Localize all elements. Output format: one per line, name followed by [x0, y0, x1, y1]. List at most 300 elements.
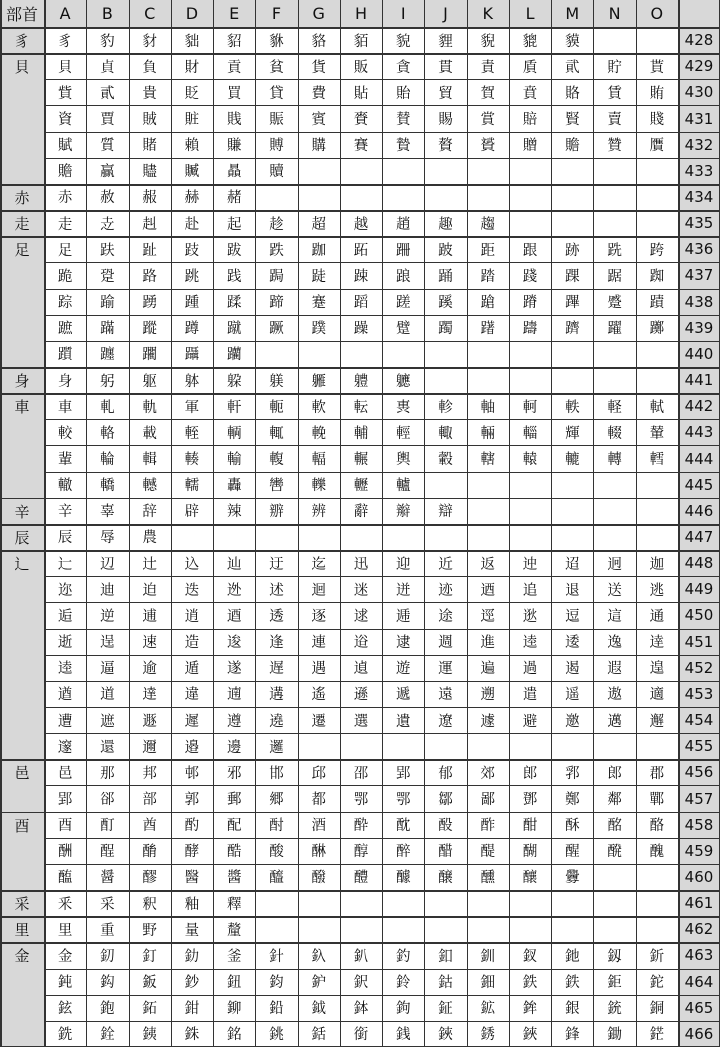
- kanji-cell: 銅: [649, 1001, 665, 1018]
- kanji-cell: 迄: [311, 556, 326, 573]
- kanji-cell: 貽: [396, 85, 411, 102]
- kanji-cell: 釵: [522, 948, 538, 965]
- kanji-cell: 遯: [142, 713, 157, 730]
- kanji-cell: 迴: [311, 582, 326, 599]
- group-divider: [0, 184, 720, 186]
- kanji-cell: 過: [522, 661, 538, 678]
- kanji-cell: 躾: [269, 373, 284, 390]
- kanji-cell: 輦: [649, 425, 665, 442]
- column-header: H: [340, 0, 382, 27]
- kanji-cell: 起: [226, 216, 242, 233]
- kanji-cell: 醫: [184, 870, 200, 887]
- kanji-cell: 退: [565, 582, 580, 599]
- kanji-cell: 鄰: [607, 792, 622, 809]
- kanji-cell: 銘: [226, 1027, 242, 1044]
- kanji-cell: 釞: [311, 948, 326, 965]
- kanji-cell: 遖: [226, 687, 242, 704]
- kanji-cell: 跖: [353, 242, 369, 259]
- kanji-cell: [382, 184, 424, 210]
- kanji-cell: 醪: [142, 870, 157, 887]
- kanji-cell: 賄: [649, 85, 665, 102]
- row-number: 456: [678, 759, 720, 785]
- kanji-cell: 躋: [565, 321, 580, 338]
- kanji-cell: 鉗: [184, 1001, 200, 1018]
- kanji-cell: 贖: [269, 164, 284, 181]
- kanji-cell: 跏: [311, 242, 326, 259]
- kanji-cell: 軅: [311, 373, 326, 390]
- kanji-cell: 遐: [607, 661, 622, 678]
- kanji-cell: 資: [57, 112, 73, 129]
- kanji-cell: 邪: [226, 765, 242, 782]
- kanji-cell: 走: [57, 216, 73, 233]
- kanji-cell: 醯: [269, 870, 284, 887]
- radical-label: 豸: [0, 27, 44, 53]
- kanji-cell: [171, 524, 213, 550]
- row-number: 459: [678, 838, 720, 864]
- kanji-cell: 豹: [100, 33, 115, 50]
- kanji-cell: [298, 158, 340, 184]
- kanji-cell: 逾: [142, 661, 157, 678]
- kanji-cell: 遘: [269, 687, 284, 704]
- kanji-cell: 貭: [522, 59, 538, 76]
- kanji-cell: 采: [100, 896, 115, 913]
- group-divider: [0, 210, 720, 212]
- kanji-cell: 賦: [57, 138, 73, 155]
- kanji-cell: 輛: [480, 425, 496, 442]
- kanji-cell: 逋: [142, 608, 157, 625]
- kanji-cell: 鈿: [480, 975, 496, 992]
- kanji-cell: 鋒: [565, 1027, 580, 1044]
- kanji-cell: 鈷: [438, 975, 453, 992]
- kanji-cell: 鉢: [353, 1001, 369, 1018]
- kanji-cell: [340, 524, 382, 550]
- kanji-cell: 蹕: [565, 295, 580, 312]
- kanji-cell: 鈕: [226, 975, 242, 992]
- kanji-cell: 軸: [480, 399, 496, 416]
- kanji-cell: [551, 733, 593, 759]
- kanji-cell: [424, 367, 466, 393]
- row-number: 434: [678, 184, 720, 210]
- kanji-cell: 跡: [565, 242, 580, 259]
- kanji-cell: [340, 916, 382, 942]
- kanji-cell: [551, 367, 593, 393]
- kanji-cell: 軛: [269, 399, 284, 416]
- kanji-cell: 釉: [184, 896, 200, 913]
- kanji-cell: [636, 158, 678, 184]
- kanji-cell: 轜: [184, 478, 200, 495]
- kanji-cell: 逓: [396, 608, 411, 625]
- kanji-cell: 遒: [57, 687, 73, 704]
- kanji-cell: 轎: [100, 478, 115, 495]
- kanji-cell: 醒: [565, 844, 580, 861]
- column-header: I: [382, 0, 424, 27]
- kanji-cell: 鉚: [226, 1001, 242, 1018]
- kanji-cell: 逢: [269, 635, 284, 652]
- kanji-cell: [551, 916, 593, 942]
- kanji-cell: 轗: [142, 478, 157, 495]
- kanji-cell: 遠: [438, 687, 453, 704]
- kanji-cell: 貳: [100, 85, 115, 102]
- kanji-cell: 轅: [522, 452, 538, 469]
- kanji-cell: 鄧: [522, 792, 538, 809]
- kanji-cell: [636, 472, 678, 498]
- radical-label: 辛: [0, 498, 44, 524]
- kanji-cell: 跟: [522, 242, 538, 259]
- kanji-cell: [509, 184, 551, 210]
- kanji-cell: 賤: [649, 112, 665, 129]
- kanji-cell: 鄂: [353, 792, 369, 809]
- kanji-cell: [593, 367, 635, 393]
- kanji-cell: 野: [142, 922, 157, 939]
- kanji-cell: 釛: [184, 948, 200, 965]
- kanji-cell: 逵: [522, 635, 538, 652]
- kanji-cell: 釦: [438, 948, 453, 965]
- left-border: [0, 0, 2, 1047]
- kanji-cell: 遑: [649, 661, 665, 678]
- kanji-cell: 逕: [480, 608, 496, 625]
- kanji-cell: 辭: [353, 504, 369, 521]
- kanji-cell: 郁: [438, 765, 453, 782]
- kanji-cell: 鈞: [269, 975, 284, 992]
- kanji-cell: 醸: [438, 870, 453, 887]
- kanji-cell: 逸: [607, 635, 622, 652]
- group-divider: [0, 812, 720, 814]
- kanji-cell: 貔: [522, 33, 538, 50]
- kanji-cell: [467, 890, 509, 916]
- kanji-cell: 逍: [184, 608, 200, 625]
- kanji-cell: 輜: [522, 425, 538, 442]
- kanji-cell: 迎: [396, 556, 411, 573]
- kanji-cell: 迯: [226, 582, 242, 599]
- group-divider: [0, 550, 720, 552]
- column-divider: [213, 0, 214, 1047]
- kanji-cell: 金: [57, 948, 73, 965]
- kanji-cell: [551, 498, 593, 524]
- kanji-cell: [298, 890, 340, 916]
- column-divider: [171, 0, 172, 1047]
- kanji-cell: 贔: [226, 164, 242, 181]
- kanji-cell: 都: [311, 792, 326, 809]
- kanji-cell: 軆: [353, 373, 369, 390]
- kanji-cell: 趺: [100, 242, 115, 259]
- kanji-cell: [593, 184, 635, 210]
- kanji-cell: [509, 890, 551, 916]
- kanji-cell: 身: [57, 373, 73, 390]
- kanji-cell: 邨: [184, 765, 200, 782]
- kanji-cell: 跳: [184, 268, 200, 285]
- kanji-cell: 邦: [142, 765, 157, 782]
- kanji-cell: 躪: [226, 347, 242, 364]
- kanji-cell: [424, 524, 466, 550]
- row-number: 458: [678, 812, 720, 838]
- kanji-cell: 鉄: [565, 975, 580, 992]
- kanji-cell: 醜: [649, 844, 665, 861]
- kanji-cell: 迪: [100, 582, 115, 599]
- row-number: 440: [678, 341, 720, 367]
- kanji-cell: 貲: [57, 85, 73, 102]
- kanji-cell: 轌: [649, 452, 665, 469]
- kanji-cell: 里: [57, 922, 73, 939]
- kanji-cell: 鄒: [438, 792, 453, 809]
- kanji-cell: 蹼: [311, 321, 326, 338]
- kanji-cell: 越: [353, 216, 369, 233]
- row-number: 455: [678, 733, 720, 759]
- kanji-cell: 辞: [142, 504, 157, 521]
- kanji-cell: 輸: [226, 452, 242, 469]
- kanji-cell: 那: [100, 765, 115, 782]
- kanji-cell: 貶: [184, 85, 200, 102]
- kanji-cell: 賎: [226, 112, 242, 129]
- kanji-cell: 輾: [353, 452, 369, 469]
- row-number: 444: [678, 445, 720, 471]
- kanji-cell: 跛: [438, 242, 453, 259]
- column-divider: [255, 0, 256, 1047]
- row-number: 443: [678, 419, 720, 445]
- kanji-cell: 貨: [311, 59, 326, 76]
- kanji-cell: 躓: [57, 347, 73, 364]
- kanji-cell: 踝: [565, 268, 580, 285]
- kanji-cell: 郎: [607, 765, 622, 782]
- kanji-cell: [551, 472, 593, 498]
- kanji-cell: [424, 341, 466, 367]
- kanji-cell: 遅: [269, 661, 284, 678]
- kanji-cell: 邯: [269, 765, 284, 782]
- kanji-cell: 遵: [226, 713, 242, 730]
- kanji-cell: 鈴: [396, 975, 411, 992]
- kanji-cell: 鉄: [522, 975, 538, 992]
- kanji-cell: 輻: [311, 452, 326, 469]
- kanji-cell: 邉: [184, 739, 200, 756]
- kanji-cell: [340, 733, 382, 759]
- radical-label: 辶: [0, 550, 44, 759]
- kanji-cell: 這: [607, 608, 622, 625]
- kanji-cell: 軍: [184, 399, 200, 416]
- kanji-cell: 輙: [438, 425, 453, 442]
- group-divider: [0, 236, 720, 238]
- kanji-cell: 郢: [396, 765, 411, 782]
- kanji-cell: [593, 472, 635, 498]
- kanji-cell: 透: [269, 608, 284, 625]
- kanji-cell: 躅: [438, 321, 453, 338]
- kanji-cell: 銓: [100, 1027, 115, 1044]
- kanji-cell: 贋: [649, 138, 665, 155]
- kanji-cell: 輟: [607, 425, 622, 442]
- kanji-cell: 醵: [396, 870, 411, 887]
- kanji-cell: [213, 524, 255, 550]
- kanji-cell: 量: [184, 922, 200, 939]
- kanji-cell: 鄙: [480, 792, 496, 809]
- kanji-cell: [467, 916, 509, 942]
- kanji-cell: 貿: [438, 85, 453, 102]
- kanji-cell: 釁: [565, 870, 580, 887]
- kanji-cell: 辛: [57, 504, 73, 521]
- kanji-cell: 鉱: [480, 1001, 496, 1018]
- kanji-cell: [551, 158, 593, 184]
- kanji-cell: [636, 367, 678, 393]
- kanji-cell: 逝: [57, 635, 73, 652]
- radical-label: 車: [0, 393, 44, 498]
- kanji-cell: [382, 733, 424, 759]
- kanji-cell: 蹄: [269, 295, 284, 312]
- kanji-cell: 跋: [226, 242, 242, 259]
- kanji-cell: 適: [649, 687, 665, 704]
- row-number: 439: [678, 315, 720, 341]
- kanji-cell: 蹲: [184, 321, 200, 338]
- kanji-cell: 酔: [353, 818, 369, 835]
- kanji-cell: 軒: [226, 399, 242, 416]
- kanji-cell: 贈: [522, 138, 538, 155]
- kanji-cell: 鋏: [438, 1027, 453, 1044]
- kanji-cell: 跂: [184, 242, 200, 259]
- column-divider: [382, 0, 383, 1047]
- radical-column-divider: [44, 0, 46, 1047]
- kanji-cell: 鉈: [649, 975, 665, 992]
- kanji-cell: 逑: [353, 608, 369, 625]
- kanji-cell: 贍: [57, 164, 73, 181]
- row-number: 438: [678, 289, 720, 315]
- kanji-cell: [636, 498, 678, 524]
- kanji-cell: 辱: [100, 530, 115, 547]
- kanji-cell: 込: [184, 556, 200, 573]
- kanji-cell: [340, 890, 382, 916]
- row-number: 463: [678, 942, 720, 968]
- kanji-cell: 跿: [311, 268, 326, 285]
- kanji-cell: [340, 341, 382, 367]
- kanji-cell: 酪: [649, 818, 665, 835]
- kanji-cell: 酋: [142, 818, 157, 835]
- kanji-cell: 醢: [57, 870, 73, 887]
- kanji-cell: 蹙: [607, 295, 622, 312]
- kanji-cell: 醬: [226, 870, 242, 887]
- kanji-cell: 趁: [269, 216, 284, 233]
- kanji-cell: 賭: [142, 138, 157, 155]
- radical-label: 采: [0, 890, 44, 916]
- kanji-cell: 蹟: [649, 295, 665, 312]
- kanji-cell: 鈔: [184, 975, 200, 992]
- kanji-cell: 販: [353, 59, 369, 76]
- kanji-cell: [255, 890, 297, 916]
- kanji-cell: 蹐: [522, 295, 538, 312]
- kanji-cell: 辮: [396, 504, 411, 521]
- kanji-cell: 軻: [522, 399, 538, 416]
- kanji-cell: 踐: [522, 268, 538, 285]
- kanji-cell: 賽: [353, 138, 369, 155]
- column-divider: [129, 0, 130, 1047]
- kanji-cell: [382, 890, 424, 916]
- column-divider: [340, 0, 341, 1047]
- kanji-cell: 酵: [184, 844, 200, 861]
- kanji-cell: [340, 158, 382, 184]
- kanji-cell: [593, 158, 635, 184]
- group-divider: [0, 498, 720, 500]
- column-header: D: [171, 0, 213, 27]
- kanji-cell: 賚: [353, 112, 369, 129]
- kanji-cell: 軼: [565, 399, 580, 416]
- kanji-cell: 郵: [226, 792, 242, 809]
- kanji-cell: 釈: [142, 896, 157, 913]
- kanji-cell: 釜: [226, 948, 242, 965]
- kanji-cell: 邃: [57, 739, 73, 756]
- kanji-cell: 踊: [438, 268, 453, 285]
- kanji-cell: 鈑: [142, 975, 157, 992]
- kanji-cell: 酷: [226, 844, 242, 861]
- kanji-cell: 邂: [649, 713, 665, 730]
- kanji-cell: 部: [142, 792, 157, 809]
- kanji-cell: 逞: [100, 635, 115, 652]
- kanji-cell: 銚: [269, 1027, 284, 1044]
- kanji-cell: [551, 210, 593, 236]
- kanji-cell: [593, 890, 635, 916]
- kanji-cell: 邏: [269, 739, 284, 756]
- group-divider: [0, 53, 720, 55]
- kanji-cell: 遭: [57, 713, 73, 730]
- kanji-cell: 遍: [480, 661, 496, 678]
- kanji-cell: 踵: [184, 295, 200, 312]
- kanji-cell: 邱: [311, 765, 326, 782]
- column-header: A: [44, 0, 86, 27]
- kanji-cell: 蹠: [57, 321, 73, 338]
- kanji-cell: 配: [226, 818, 242, 835]
- kanji-cell: 責: [480, 59, 496, 76]
- kanji-cell: 逗: [565, 608, 580, 625]
- kanji-cell: 輓: [311, 425, 326, 442]
- kanji-cell: 釐: [226, 922, 242, 939]
- kanji-cell: 酩: [607, 818, 622, 835]
- kanji-cell: 違: [184, 687, 200, 704]
- kanji-cell: 邇: [142, 739, 157, 756]
- header-radical-label: 部首: [0, 0, 44, 27]
- kanji-cell: 踞: [607, 268, 622, 285]
- kanji-cell: 輯: [142, 452, 157, 469]
- kanji-cell: 贓: [184, 164, 200, 181]
- kanji-cell: [255, 524, 297, 550]
- kanji-cell: [593, 916, 635, 942]
- kanji-cell: 酒: [311, 818, 326, 835]
- kanji-cell: 醱: [311, 870, 326, 887]
- kanji-cell: [636, 733, 678, 759]
- row-number: 448: [678, 550, 720, 576]
- radical-label: 貝: [0, 53, 44, 184]
- kanji-cell: 軋: [100, 399, 115, 416]
- kanji-cell: 醉: [396, 844, 411, 861]
- kanji-cell: [467, 472, 509, 498]
- kanji-cell: 蹣: [100, 321, 115, 338]
- kanji-cell: 貸: [269, 85, 284, 102]
- kanji-cell: 郎: [522, 765, 538, 782]
- kanji-cell: 貘: [565, 33, 580, 50]
- kanji-cell: 賑: [269, 112, 284, 129]
- kanji-cell: 躑: [649, 321, 665, 338]
- kanji-cell: 酣: [522, 818, 538, 835]
- kanji-cell: 趙: [396, 216, 411, 233]
- row-number: 453: [678, 681, 720, 707]
- kanji-cell: 辜: [100, 504, 115, 521]
- kanji-cell: [509, 498, 551, 524]
- group-divider: [0, 890, 720, 892]
- column-divider: [636, 0, 637, 1047]
- kanji-cell: 輝: [565, 425, 580, 442]
- kanji-cell: 跨: [649, 242, 665, 259]
- kanji-cell: 逶: [565, 635, 580, 652]
- row-number: 454: [678, 707, 720, 733]
- kanji-cell: [509, 472, 551, 498]
- kanji-cell: 酥: [565, 818, 580, 835]
- kanji-cell: [382, 341, 424, 367]
- kanji-cell: [509, 733, 551, 759]
- kanji-cell: 躔: [100, 347, 115, 364]
- row-number: 466: [678, 1021, 720, 1047]
- kanji-cell: 迦: [649, 556, 665, 573]
